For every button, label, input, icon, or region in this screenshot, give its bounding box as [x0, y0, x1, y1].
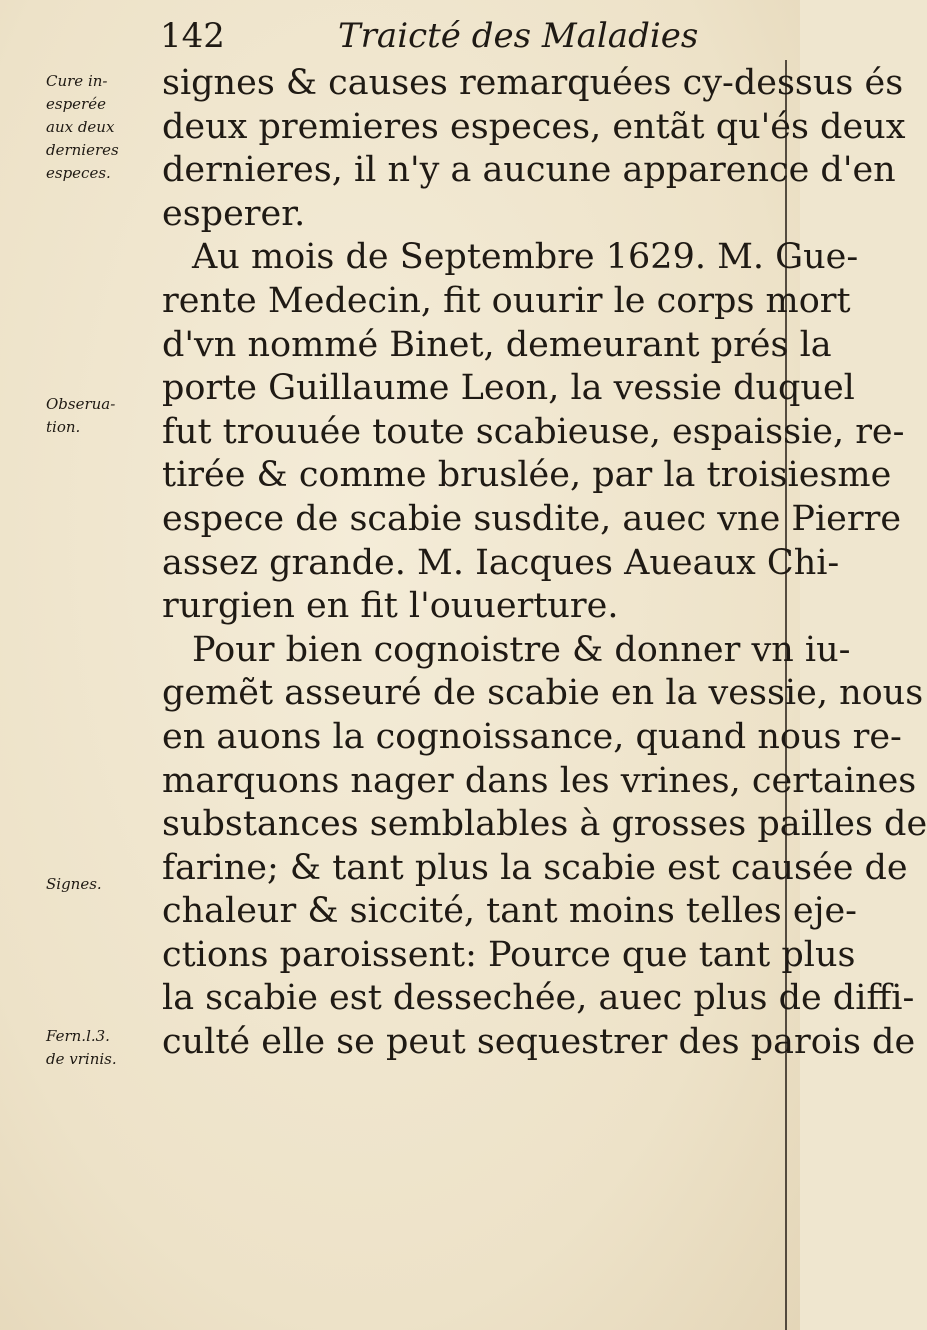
text-line: d'vn nommé Binet, demeurant prés la — [162, 324, 832, 365]
text-line: fut trouuée toute scabieuse, espaissie, re- — [162, 411, 905, 452]
text-line: deux premieres especes, entãt qu'és deux — [162, 106, 906, 147]
text-line: la scabie est dessechée, auec plus de diffi- — [162, 978, 915, 1019]
margin-note-signes — [46, 873, 164, 896]
margin-note-line: esperée — [46, 95, 106, 113]
text-line: farine; & tant plus la scabie est causée de — [162, 847, 908, 888]
text-line: signes & causes remarquées cy-dessus és — [162, 63, 904, 103]
text-line: gemẽt asseuré de scabie en la vessie, nous — [162, 673, 924, 714]
margin-note-fernel — [46, 1025, 164, 1071]
text-line: substances semblables à grosses pailles de — [162, 804, 927, 845]
margin-note-line: Fern.l.3. — [46, 1027, 110, 1045]
text-line: Au mois de Septembre 1629. M. Gue- — [192, 237, 859, 278]
margin-note-line: Cure in- — [46, 72, 108, 90]
text-line: chaleur & siccité, tant moins telles eje- — [162, 891, 857, 932]
text-line: rurgien en fit l'ouuerture. — [162, 586, 619, 627]
margin-note-line: Obserua- — [46, 395, 116, 413]
text-line: espece de scabie susdite, auec vne Pierre — [162, 498, 902, 539]
text-line: porte Guillaume Leon, la vessie duquel — [162, 368, 855, 409]
margin-note-line: dernieres — [46, 141, 119, 159]
text-line: rente Medecin, fit ouurir le corps mort — [162, 280, 851, 321]
text-line: en auons la cognoissance, quand nous re- — [162, 716, 902, 757]
body-text — [162, 62, 927, 1065]
margin-note-line: aux deux — [46, 118, 115, 136]
text-line: ctions paroissent: Pource que tant plus — [162, 934, 856, 975]
text-line: marquons nager dans les vrines, certaines — [162, 760, 917, 801]
text-line: dernieres, il n'y a aucune apparence d'en — [162, 150, 896, 191]
margin-note-line: Signes. — [46, 875, 102, 893]
text-line: culté elle se peut sequestrer des parois de — [162, 1022, 916, 1063]
page-number: 142 — [160, 16, 225, 56]
margin-note-cure — [46, 70, 164, 185]
running-head: Traicté des Maladies — [338, 16, 699, 56]
text-line: esperer. — [162, 193, 306, 234]
margin-note-line: tion. — [46, 418, 81, 436]
text-line: tirée & comme bruslée, par la troisiesme — [162, 455, 892, 496]
text-line: Pour bien cognoistre & donner vn iu- — [192, 629, 851, 670]
margin-note-line: especes. — [46, 164, 111, 182]
margin-note-observation — [46, 393, 164, 439]
page-header — [0, 12, 800, 60]
text-line: assez grande. M. Iacques Aueaux Chi- — [162, 542, 840, 583]
margin-note-line: de vrinis. — [46, 1050, 117, 1068]
